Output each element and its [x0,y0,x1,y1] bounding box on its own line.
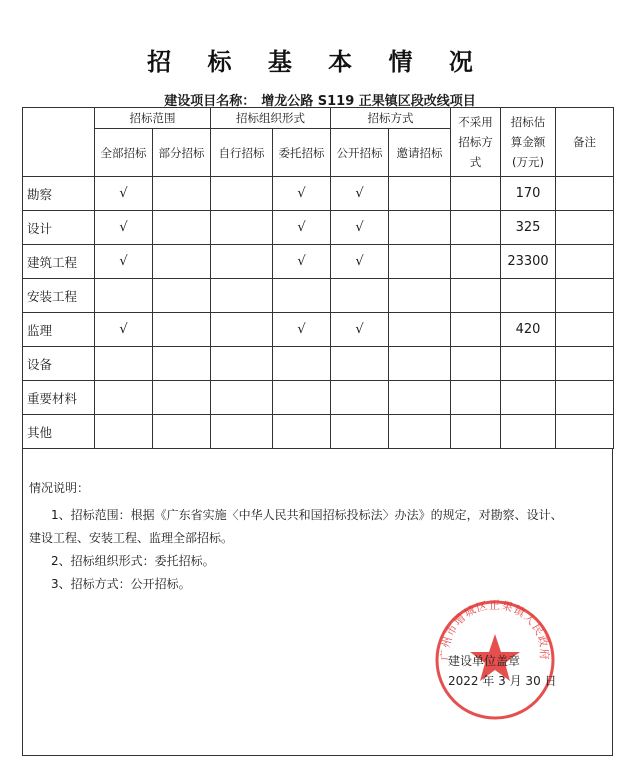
row-label: 设计 [23,211,95,245]
header-method: 招标方式 [331,108,451,129]
header-estimate-line: 算金额 [510,135,546,149]
table-row [23,415,614,449]
notes-line: 2、招标组织形式：委托招标。 [51,554,215,568]
seal-text: 广州市增城区正果镇人民政府 [438,598,552,661]
cell-partial [153,313,211,347]
header-not-adopted-line: 不采用 [458,115,493,129]
cell-full: √ [95,177,153,211]
cell-self [211,211,273,245]
cell-invite [389,177,451,211]
cell-invite [389,313,451,347]
corner-cell [23,108,95,177]
cell-amount [501,279,556,313]
cell-invite [389,245,451,279]
table-row [23,245,614,279]
cell-amount [501,347,556,381]
row-label: 设备 [23,347,95,381]
notes-line: 1、招标范围：根据《广东省实施〈中华人民共和国招标投标法〉办法》的规定，对勘察、设计、 [51,508,563,522]
cell-self [211,415,273,449]
cell-notadopt [451,211,501,245]
table-row [23,279,614,313]
row-label: 安装工程 [23,279,95,313]
cell-open [331,415,389,449]
notes-line: 建设工程、安装工程、监理全部招标。 [29,531,234,545]
cell-entrust [273,347,331,381]
cell-entrust: √ [273,313,331,347]
cell-partial [153,211,211,245]
cell-entrust [273,279,331,313]
cell-partial [153,245,211,279]
cell-full [95,347,153,381]
row-label: 监理 [23,313,95,347]
cell-amount: 23300 [501,245,556,279]
cell-partial [153,415,211,449]
cell-notadopt [451,245,501,279]
cell-full: √ [95,245,153,279]
cell-notadopt [451,279,501,313]
cell-open [331,279,389,313]
row-label: 勘察 [23,177,95,211]
cell-open [331,347,389,381]
cell-notadopt [451,415,501,449]
project-label: 建设项目名称： [164,94,256,109]
cell-invite [389,211,451,245]
cell-remark [556,347,614,381]
cell-invite [389,381,451,415]
cell-invite [389,279,451,313]
cell-amount: 325 [501,211,556,245]
cell-full: √ [95,211,153,245]
notes-line: 3、招标方式：公开招标。 [51,577,191,591]
cell-partial [153,381,211,415]
subheader-self: 自行招标 [211,129,273,177]
table-row [23,177,614,211]
cell-entrust [273,415,331,449]
cell-entrust: √ [273,245,331,279]
project-name: 增龙公路 S119 正果镇区段改线项目 [261,94,476,109]
header-not-adopted [451,108,501,177]
cell-partial [153,279,211,313]
cell-notadopt [451,381,501,415]
cell-amount: 170 [501,177,556,211]
table-body [23,177,614,449]
cell-open: √ [331,313,389,347]
cell-notadopt [451,313,501,347]
subheader-partial: 部分招标 [153,129,211,177]
cell-full: √ [95,313,153,347]
tender-table [22,107,614,449]
header-not-adopted-line: 招标方 [458,135,493,149]
header-remarks: 备注 [556,108,614,177]
cell-open: √ [331,211,389,245]
cell-open [331,381,389,415]
subheader-invite: 邀请招标 [389,129,451,177]
header-scope: 招标范围 [95,108,211,129]
cell-invite [389,347,451,381]
cell-self [211,279,273,313]
cell-notadopt [451,347,501,381]
header-estimate [501,108,556,177]
cell-remark [556,211,614,245]
cell-full [95,381,153,415]
header-not-adopted-line: 式 [469,155,482,169]
table-row [23,211,614,245]
subheader-entrust: 委托招标 [273,129,331,177]
cell-remark [556,245,614,279]
header-organization: 招标组织形式 [211,108,331,129]
subheader-full: 全部招标 [95,129,153,177]
header-estimate-line: 招标估 [510,115,546,129]
cell-self [211,177,273,211]
cell-remark [556,279,614,313]
cell-amount [501,381,556,415]
cell-remark [556,415,614,449]
row-label: 重要材料 [23,381,95,415]
cell-open: √ [331,177,389,211]
header-estimate-line: (万元) [512,155,544,169]
subheader-open: 公开招标 [331,129,389,177]
cell-amount [501,415,556,449]
table-row [23,347,614,381]
cell-partial [153,177,211,211]
cell-partial [153,347,211,381]
cell-entrust: √ [273,211,331,245]
row-label: 建筑工程 [23,245,95,279]
cell-remark [556,313,614,347]
cell-self [211,313,273,347]
table-row [23,381,614,415]
cell-amount: 420 [501,313,556,347]
cell-entrust: √ [273,177,331,211]
unit-seal-label: 建设单位盖章 [448,654,521,668]
cell-open: √ [331,245,389,279]
cell-self [211,245,273,279]
row-label: 其他 [23,415,95,449]
cell-remark [556,381,614,415]
notes-title: 情况说明： [29,481,90,495]
page-title: 招 标 基 本 情 况 [147,48,487,76]
cell-self [211,381,273,415]
cell-remark [556,177,614,211]
cell-self [211,347,273,381]
cell-entrust [273,381,331,415]
table-row [23,313,614,347]
sign-date: 2022 年 3 月 30 日 [448,674,557,688]
cell-full [95,279,153,313]
cell-invite [389,415,451,449]
cell-full [95,415,153,449]
cell-notadopt [451,177,501,211]
